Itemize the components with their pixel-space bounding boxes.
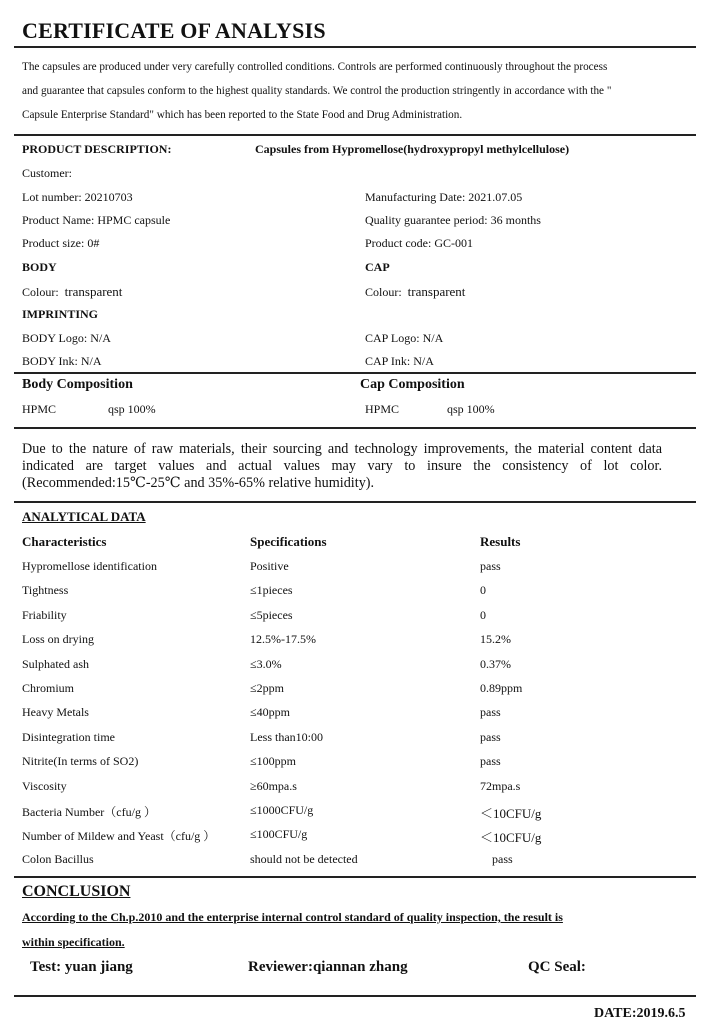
row-result: pass xyxy=(480,559,501,573)
column-header-characteristics: Characteristics xyxy=(22,534,107,549)
row-result: 0.89ppm xyxy=(480,681,523,695)
row-characteristic: Loss on drying xyxy=(22,632,94,647)
cap-logo: CAP Logo: N/A xyxy=(365,331,444,345)
manufacturing-date: Manufacturing Date: 2021.07.05 xyxy=(365,190,523,204)
imprinting-label: IMPRINTING xyxy=(22,307,99,321)
column-header-specifications: Specifications xyxy=(250,534,327,549)
row-result: pass xyxy=(480,705,501,720)
intro-line-2: and guarantee that capsules conform to the highest quality standards. We control the production stringently in accordance with the " xyxy=(22,85,612,97)
note-line-2: indicated are target values and actual values may vary to insure the consistency of lot color. xyxy=(22,458,662,474)
intro-divider xyxy=(14,134,696,136)
row-specification: Less than10:00 xyxy=(250,729,323,744)
note-line-1: Due to the nature of raw materials, their sourcing and technology improvements, the material content data xyxy=(22,441,662,457)
column-header-results: Results xyxy=(480,534,521,549)
row-characteristic: Chromium xyxy=(22,681,75,695)
row-specification: ≤100CFU/g xyxy=(250,827,308,842)
note-line-3: (Recommended:15℃-25℃ and 35%-65% relative humidity). xyxy=(22,475,375,491)
row-characteristic: Viscosity xyxy=(22,778,67,793)
body-label: BODY xyxy=(22,260,57,274)
cap-composition-title: Cap Composition xyxy=(360,377,465,392)
qc-seal-label: QC Seal: xyxy=(528,959,586,975)
row-characteristic: Sulphated ash xyxy=(22,656,89,671)
guarantee-period: Quality guarantee period: 36 months xyxy=(365,213,541,227)
product-description-value: Capsules from Hypromellose(hydroxypropyl methylcellulose) xyxy=(255,142,570,156)
row-specification: ≥60mpa.s xyxy=(250,778,297,793)
cap-composition-qsp: qsp 100% xyxy=(447,402,495,416)
raw-material-note xyxy=(22,441,662,492)
conclusion-title: CONCLUSION xyxy=(22,883,131,900)
row-characteristic: Heavy Metals xyxy=(22,705,89,720)
body-colour-label: Colour: xyxy=(22,285,59,299)
row-characteristic: Friability xyxy=(22,607,67,622)
cap-colour-value: transparent xyxy=(407,284,466,299)
analytical-divider xyxy=(14,501,696,503)
row-specification: 12.5%-17.5% xyxy=(250,632,316,647)
cap-label: CAP xyxy=(365,260,390,274)
conclusion-line-2: within specification. xyxy=(22,935,125,949)
footer-divider xyxy=(14,995,696,997)
row-characteristic: Number of Mildew and Yeast（cfu/g ） xyxy=(22,829,216,844)
row-specification: ≤5pieces xyxy=(250,607,293,622)
row-result: 0 xyxy=(480,583,486,598)
cap-composition-material: HPMC xyxy=(365,402,400,416)
conclusion-divider xyxy=(14,876,696,878)
title-divider xyxy=(14,46,696,48)
product-code: Product code: GC-001 xyxy=(365,236,473,250)
test-signature: Test: yuan jiang xyxy=(30,959,133,975)
customer-field: Customer: xyxy=(22,166,72,180)
row-specification: ≤1000CFU/g xyxy=(250,803,314,817)
note-divider xyxy=(14,427,696,429)
row-result: 0.37% xyxy=(480,656,511,671)
row-characteristic: Colon Bacillus xyxy=(22,851,94,866)
product-description-label: PRODUCT DESCRIPTION: xyxy=(22,142,172,156)
intro-line-1: The capsules are produced under very carefully controlled conditions. Controls are performed continuously throughout the process xyxy=(22,61,608,73)
row-specification: ≤1pieces xyxy=(250,583,293,598)
reviewer-signature: Reviewer:qiannan zhang xyxy=(248,959,408,975)
cap-ink: CAP Ink: N/A xyxy=(365,354,434,368)
body-colour-value: transparent xyxy=(64,284,123,299)
lot-number: Lot number: 20210703 xyxy=(22,190,133,204)
row-specification: Positive xyxy=(250,559,289,573)
document-date: DATE:2019.6.5 xyxy=(594,1006,686,1021)
row-characteristic: Nitrite(In terms of SO2) xyxy=(22,754,139,769)
row-result: 72mpa.s xyxy=(480,778,521,793)
row-result: ＜10CFU/g xyxy=(480,806,542,821)
row-result: pass xyxy=(480,754,501,769)
row-specification: ≤40ppm xyxy=(250,705,290,720)
product-name: Product Name: HPMC capsule xyxy=(22,213,171,227)
row-result: 0 xyxy=(480,607,486,622)
row-specification: should not be detected xyxy=(250,851,358,866)
body-composition-qsp: qsp 100% xyxy=(108,402,156,416)
cap-colour-label: Colour: xyxy=(365,285,402,299)
analytical-data-title: ANALYTICAL DATA xyxy=(22,509,146,524)
row-specification: ≤3.0% xyxy=(250,656,282,671)
body-colour xyxy=(22,284,122,300)
row-result: pass xyxy=(480,729,501,744)
row-specification: ≤2ppm xyxy=(250,681,284,695)
product-size: Product size: 0# xyxy=(22,236,100,250)
body-ink: BODY Ink: N/A xyxy=(22,354,102,368)
body-logo: BODY Logo: N/A xyxy=(22,331,111,345)
cap-colour xyxy=(365,284,465,300)
body-composition-material: HPMC xyxy=(22,402,57,416)
body-composition-title: Body Composition xyxy=(22,377,133,392)
row-result: ＜10CFU/g xyxy=(480,830,542,846)
row-characteristic: Bacteria Number（cfu/g ） xyxy=(22,805,156,819)
row-result: 15.2% xyxy=(480,632,511,647)
row-characteristic: Hypromellose identification xyxy=(22,559,157,573)
document-title: CERTIFICATE OF ANALYSIS xyxy=(22,18,326,43)
row-characteristic: Tightness xyxy=(22,583,69,598)
conclusion-line-1: According to the Ch.p.2010 and the enterprise internal control standard of quality inspection, the result is xyxy=(22,910,563,924)
row-specification: ≤100ppm xyxy=(250,754,296,769)
intro-line-3: Capsule Enterprise Standard" which has been reported to the State Food and Drug Administration. xyxy=(22,109,463,121)
row-characteristic: Disintegration time xyxy=(22,729,115,744)
composition-divider xyxy=(14,372,696,374)
row-result: pass xyxy=(492,851,513,866)
